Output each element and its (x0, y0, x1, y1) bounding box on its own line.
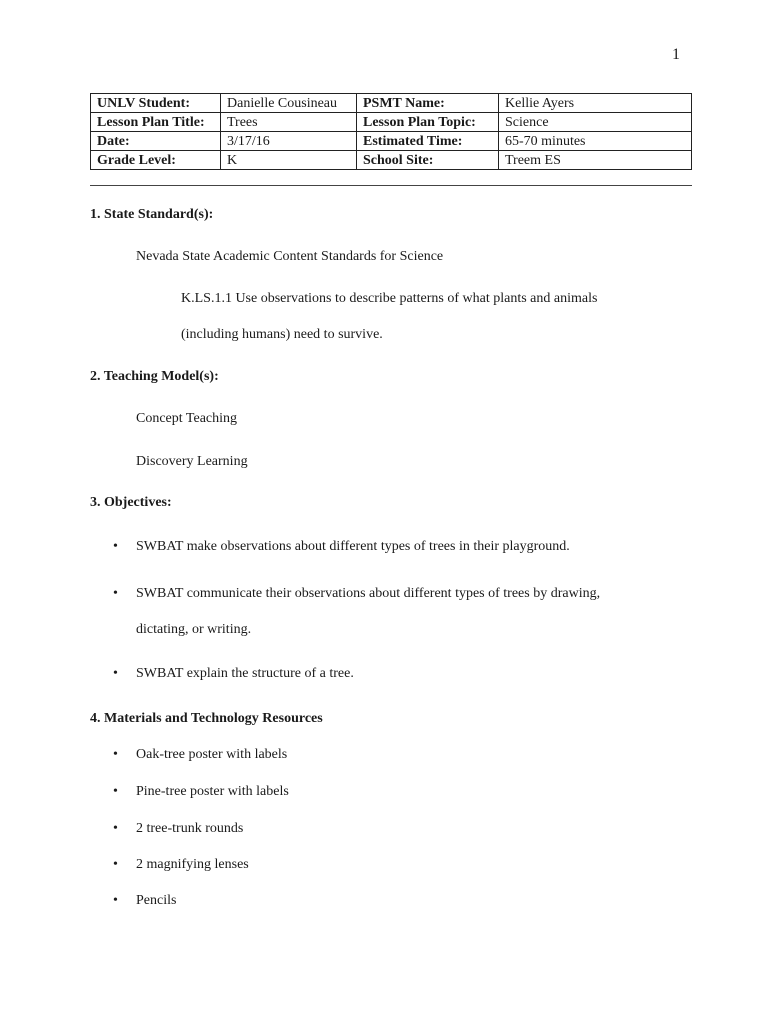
objective-item: SWBAT make observations about different types of trees in their playground. (136, 539, 570, 554)
table-label: Date: (91, 132, 221, 151)
table-row (91, 132, 692, 151)
bullet-icon: • (113, 857, 118, 872)
material-item: 2 tree-trunk rounds (136, 821, 244, 836)
standard-text-line: (including humans) need to survive. (181, 327, 383, 342)
bullet-icon: • (113, 586, 118, 601)
table-value: K (221, 151, 357, 170)
material-item: 2 magnifying lenses (136, 857, 249, 872)
bullet-icon: • (113, 821, 118, 836)
section-heading-materials: 4. Materials and Technology Resources (90, 711, 323, 726)
material-item: Pencils (136, 893, 177, 908)
table-value: Treem ES (499, 151, 692, 170)
table-value: Trees (221, 113, 357, 132)
teaching-model-item: Discovery Learning (136, 454, 248, 469)
table-label: Grade Level: (91, 151, 221, 170)
bullet-icon: • (113, 666, 118, 681)
table-label: PSMT Name: (357, 94, 499, 113)
standard-text-line: K.LS.1.1 Use observations to describe patterns of what plants and animals (181, 291, 598, 306)
section-heading-standards: 1. State Standard(s): (90, 207, 214, 222)
bullet-icon: • (113, 539, 118, 554)
material-item: Oak-tree poster with labels (136, 747, 288, 762)
table-value: Science (499, 113, 692, 132)
table-row (91, 94, 692, 113)
standards-source: Nevada State Academic Content Standards for Science (136, 249, 444, 264)
table-label: Estimated Time: (357, 132, 499, 151)
lesson-info-table (90, 93, 692, 170)
table-value: 65-70 minutes (499, 132, 692, 151)
table-label: Lesson Plan Title: (91, 113, 221, 132)
table-value: 3/17/16 (221, 132, 357, 151)
table-label: UNLV Student: (91, 94, 221, 113)
table-value: Kellie Ayers (499, 94, 692, 113)
teaching-model-item: Concept Teaching (136, 411, 238, 426)
objective-item: SWBAT communicate their observations about different types of trees by drawing, (136, 586, 601, 601)
objective-item-continued: dictating, or writing. (136, 622, 252, 637)
table-label: Lesson Plan Topic: (357, 113, 499, 132)
objective-item: SWBAT explain the structure of a tree. (136, 666, 354, 681)
bullet-icon: • (113, 784, 118, 799)
section-heading-objectives: 3. Objectives: (90, 495, 172, 510)
bullet-icon: • (113, 747, 118, 762)
page-number: 1 (672, 46, 680, 63)
table-row (91, 113, 692, 132)
table-label: School Site: (357, 151, 499, 170)
section-divider (90, 185, 692, 186)
table-value: Danielle Cousineau (221, 94, 357, 113)
table-row (91, 151, 692, 170)
section-heading-teaching-models: 2. Teaching Model(s): (90, 369, 219, 384)
material-item: Pine-tree poster with labels (136, 784, 289, 799)
bullet-icon: • (113, 893, 118, 908)
